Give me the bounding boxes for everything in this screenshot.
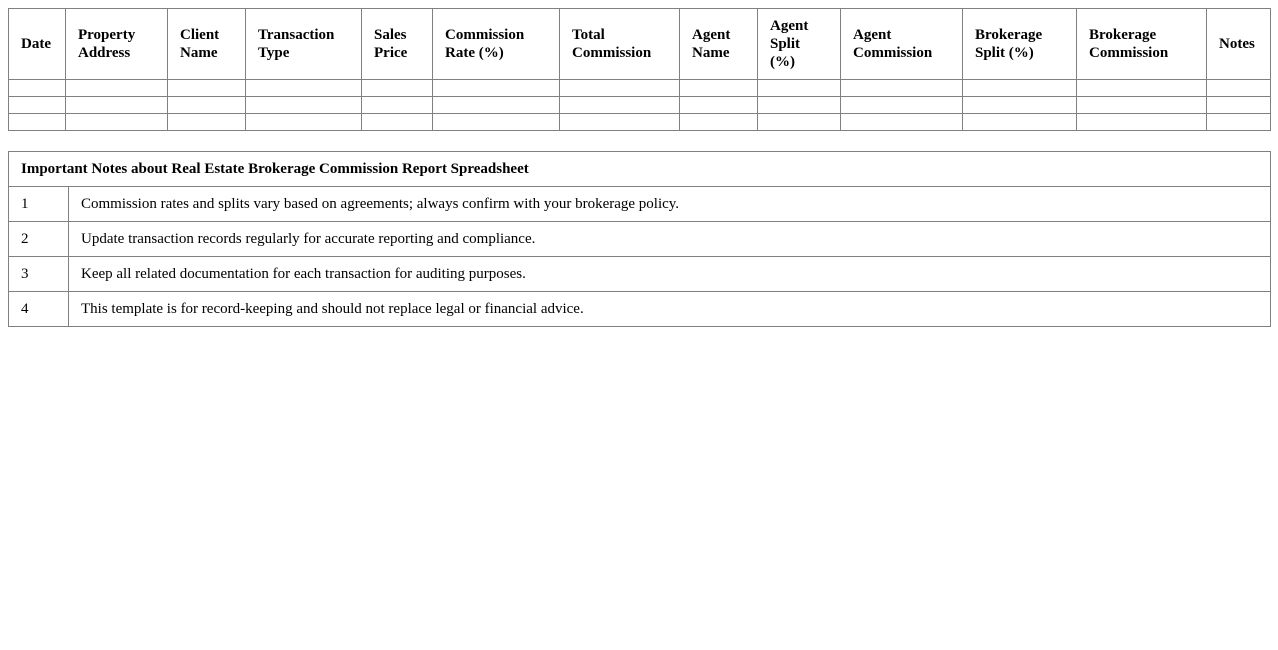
- table-cell[interactable]: [168, 97, 246, 114]
- table-cell[interactable]: [1077, 114, 1207, 131]
- note-number[interactable]: 1: [9, 187, 69, 222]
- table-cell[interactable]: [560, 114, 680, 131]
- column-header-commission-rate[interactable]: Commission Rate (%): [433, 9, 560, 80]
- column-header-date[interactable]: Date: [9, 9, 66, 80]
- note-text[interactable]: Update transaction records regularly for accurate reporting and compliance.: [69, 222, 1271, 257]
- table-cell[interactable]: [362, 97, 433, 114]
- table-cell[interactable]: [9, 114, 66, 131]
- table-cell[interactable]: [168, 80, 246, 97]
- table-cell[interactable]: [9, 97, 66, 114]
- table-cell[interactable]: [758, 114, 841, 131]
- table-cell[interactable]: [963, 97, 1077, 114]
- note-text[interactable]: Keep all related documentation for each transaction for auditing purposes.: [69, 257, 1271, 292]
- notes-title: Important Notes about Real Estate Brokerage Commission Report Spreadsheet: [9, 152, 1271, 187]
- table-cell[interactable]: [246, 97, 362, 114]
- table-cell[interactable]: [9, 80, 66, 97]
- table-cell[interactable]: [362, 80, 433, 97]
- table-cell[interactable]: [560, 97, 680, 114]
- table-cell[interactable]: [433, 80, 560, 97]
- column-header-transaction-type[interactable]: Transaction Type: [246, 9, 362, 80]
- table-cell[interactable]: [680, 114, 758, 131]
- header-row: [9, 9, 1271, 80]
- column-header-property-address[interactable]: Property Address: [66, 9, 168, 80]
- table-cell[interactable]: [246, 80, 362, 97]
- column-header-agent-name[interactable]: Agent Name: [680, 9, 758, 80]
- column-header-agent-commission[interactable]: Agent Commission: [841, 9, 963, 80]
- table-cell[interactable]: [963, 80, 1077, 97]
- table-cell[interactable]: [963, 114, 1077, 131]
- table-cell[interactable]: [758, 97, 841, 114]
- table-cell[interactable]: [1207, 80, 1271, 97]
- column-header-brokerage-split[interactable]: Brokerage Split (%): [963, 9, 1077, 80]
- table-row: [9, 114, 1271, 131]
- table-cell[interactable]: [1207, 114, 1271, 131]
- note-row: [9, 257, 1271, 292]
- table-cell[interactable]: [841, 80, 963, 97]
- note-number[interactable]: 3: [9, 257, 69, 292]
- table-cell[interactable]: [1077, 80, 1207, 97]
- table-cell[interactable]: [680, 97, 758, 114]
- column-header-client-name[interactable]: Client Name: [168, 9, 246, 80]
- commission-report-table: [8, 8, 1271, 131]
- table-cell[interactable]: [841, 114, 963, 131]
- note-number[interactable]: 4: [9, 292, 69, 327]
- note-row: [9, 187, 1271, 222]
- column-header-total-commission[interactable]: Total Commission: [560, 9, 680, 80]
- table-cell[interactable]: [1207, 97, 1271, 114]
- table-cell[interactable]: [1077, 97, 1207, 114]
- note-text[interactable]: Commission rates and splits vary based on agreements; always confirm with your brokerage policy.: [69, 187, 1271, 222]
- table-cell[interactable]: [433, 114, 560, 131]
- commission-table-body: [9, 80, 1271, 131]
- table-cell[interactable]: [841, 97, 963, 114]
- important-notes-table: [8, 151, 1271, 327]
- notes-title-row: [9, 152, 1271, 187]
- table-cell[interactable]: [758, 80, 841, 97]
- column-header-brokerage-commission[interactable]: Brokerage Commission: [1077, 9, 1207, 80]
- column-header-notes[interactable]: Notes: [1207, 9, 1271, 80]
- table-cell[interactable]: [168, 114, 246, 131]
- table-cell[interactable]: [66, 97, 168, 114]
- table-cell[interactable]: [66, 114, 168, 131]
- table-row: [9, 97, 1271, 114]
- table-cell[interactable]: [362, 114, 433, 131]
- column-header-sales-price[interactable]: Sales Price: [362, 9, 433, 80]
- table-cell[interactable]: [246, 114, 362, 131]
- table-cell[interactable]: [66, 80, 168, 97]
- column-header-agent-split[interactable]: Agent Split (%): [758, 9, 841, 80]
- table-row: [9, 80, 1271, 97]
- note-row: [9, 292, 1271, 327]
- note-text[interactable]: This template is for record-keeping and should not replace legal or financial advice.: [69, 292, 1271, 327]
- table-cell[interactable]: [680, 80, 758, 97]
- note-number[interactable]: 2: [9, 222, 69, 257]
- table-cell[interactable]: [433, 97, 560, 114]
- note-row: [9, 222, 1271, 257]
- table-cell[interactable]: [560, 80, 680, 97]
